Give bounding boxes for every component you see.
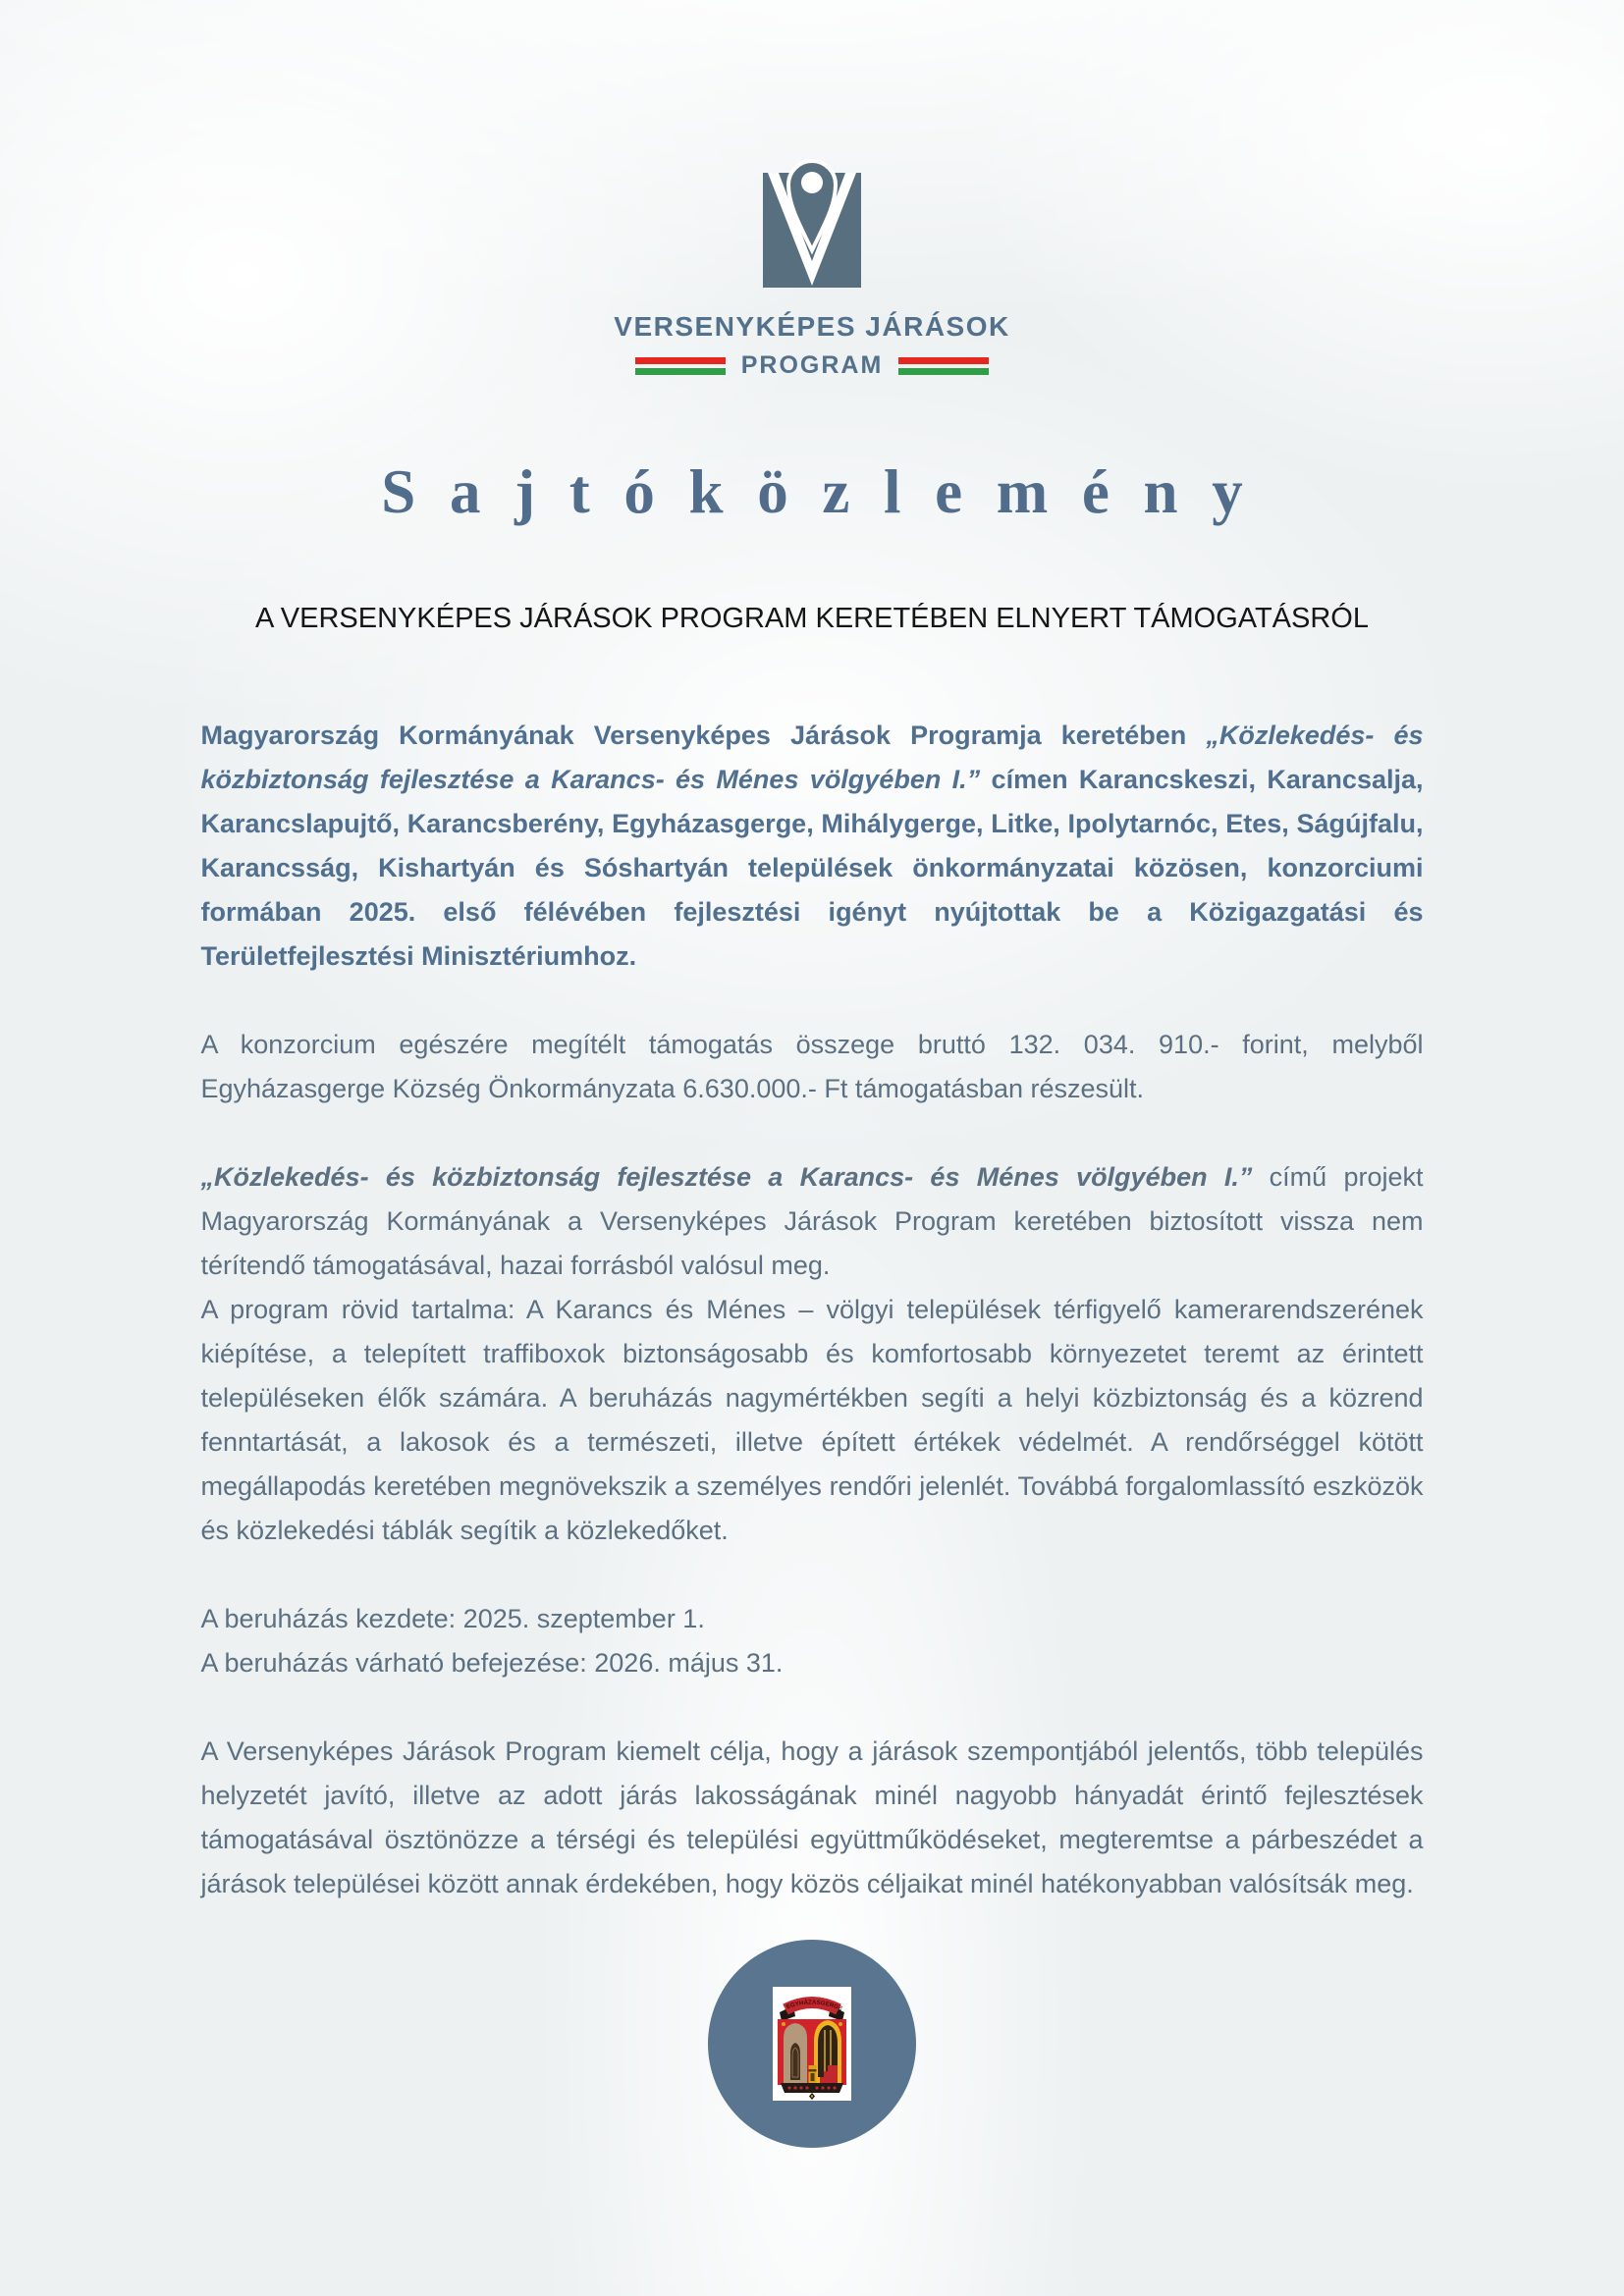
paragraph-grant-amount: A konzorcium egészére megítélt támogatás összege bruttó 132. 034. 910.- forint, melyből Egyházasgerge Község Önkormányzata 6.630.000.- Ft támogatásban részesült. xyxy=(200,1030,1424,1103)
municipality-crest-badge xyxy=(708,1940,916,2148)
p3-rest-text: című projekt Magyarország Kormányának a Versenyképes Járások Program keretében biztosított vissza nem térítendő támogatásával, hazai forrásból valósul meg. xyxy=(200,1162,1424,1280)
program-logo xyxy=(0,0,1624,380)
p1-lead-text: Magyarország Kormányának Versenyképes Járások Programja keretében xyxy=(200,721,1207,750)
page-title: Sajtóközlemény xyxy=(381,457,1277,526)
hungarian-tricolor-stripe-right xyxy=(898,357,989,375)
logo-program-label: PROGRAM xyxy=(740,351,884,379)
page-subtitle: A VERSENYKÉPES JÁRÁSOK PROGRAM KERETÉBEN ELNYERT TÁMOGATÁSRÓL xyxy=(254,603,1369,634)
paragraph-project-funding xyxy=(201,1155,1424,1288)
p1-rest-text: címen Karancskeszi, Karancsalja, Karancslapujtő, Karancsberény, Egyházasgerge, Mihálygerge, Litke, Ipolytarnóc, Etes, Ságújfalu, Karancsság, Kishartyán és Sóshartyán települések önkormányzatai közösen, konzorciumi formában 2025. első félévében fejlesztési igényt nyújtottak be a Közigazgatási és Területfejlesztési Minisztériumhoz. xyxy=(200,765,1424,971)
project-start-date: A beruházás kezdete: 2025. szeptember 1. xyxy=(200,1604,705,1633)
egyhazasgerge-coat-of-arms-icon xyxy=(773,1987,851,2101)
p3-project-title-quote: „Közlekedés- és közbiztonság fejlesztése a Karancs- és Ménes völgyében I.” xyxy=(200,1162,1253,1192)
location-pin-logo-icon xyxy=(763,155,861,288)
p1-project-title-quote: „Közlekedés- és közbiztonság fejlesztése a Karancs- és Ménes völgyében I.” xyxy=(200,721,1424,794)
paragraph-project-summary: A program rövid tartalma: A Karancs és Ménes – völgyi települések térfigyelő kamerarendszerének kiépítése, a telepített traffiboxok biztonságosabb és komfortosabb környezetet teremt az érintett településeken élők számára. A beruházás nagymértékben segíti a helyi közbiztonság és a közrend fenntartását, a lakosok és a természeti, illetve épített értékek védelmét. A rendőrséggel kötött megállapodás keretében megnövekszik a személyes rendőri jelenlét. Továbbá forgalomlassító eszközök és közlekedési táblák segítik a közlekedőket. xyxy=(200,1295,1424,1545)
press-release-body xyxy=(201,714,1424,1906)
paragraph-program-goal: A Versenyképes Járások Program kiemelt célja, hogy a járások szempontjából jelentős, több település helyzetét javító, illetve az adott járás lakosságának minél nagyobb hányadát érintő fejlesztések támogatásával ösztönözze a térségi és települési együttműködéseket, megteremtse a párbeszédet a járások települései között annak érdekében, hogy közös céljaikat minél hatékonyabban valósítsák meg. xyxy=(200,1736,1424,1898)
logo-wordmark: VERSENYKÉPES JÁRÁSOK xyxy=(614,311,1010,342)
crest-banner-text: EGYHÁZASGERGE xyxy=(785,1999,843,2013)
project-end-date: A beruházás várható befejezése: 2026. május 31. xyxy=(200,1648,784,1678)
paragraph-consortium-application xyxy=(201,714,1424,979)
footer xyxy=(0,1940,1624,2148)
logo-program-row xyxy=(0,351,1624,380)
paragraph-project-dates xyxy=(201,1597,1424,1685)
hungarian-tricolor-stripe-left xyxy=(635,357,726,375)
